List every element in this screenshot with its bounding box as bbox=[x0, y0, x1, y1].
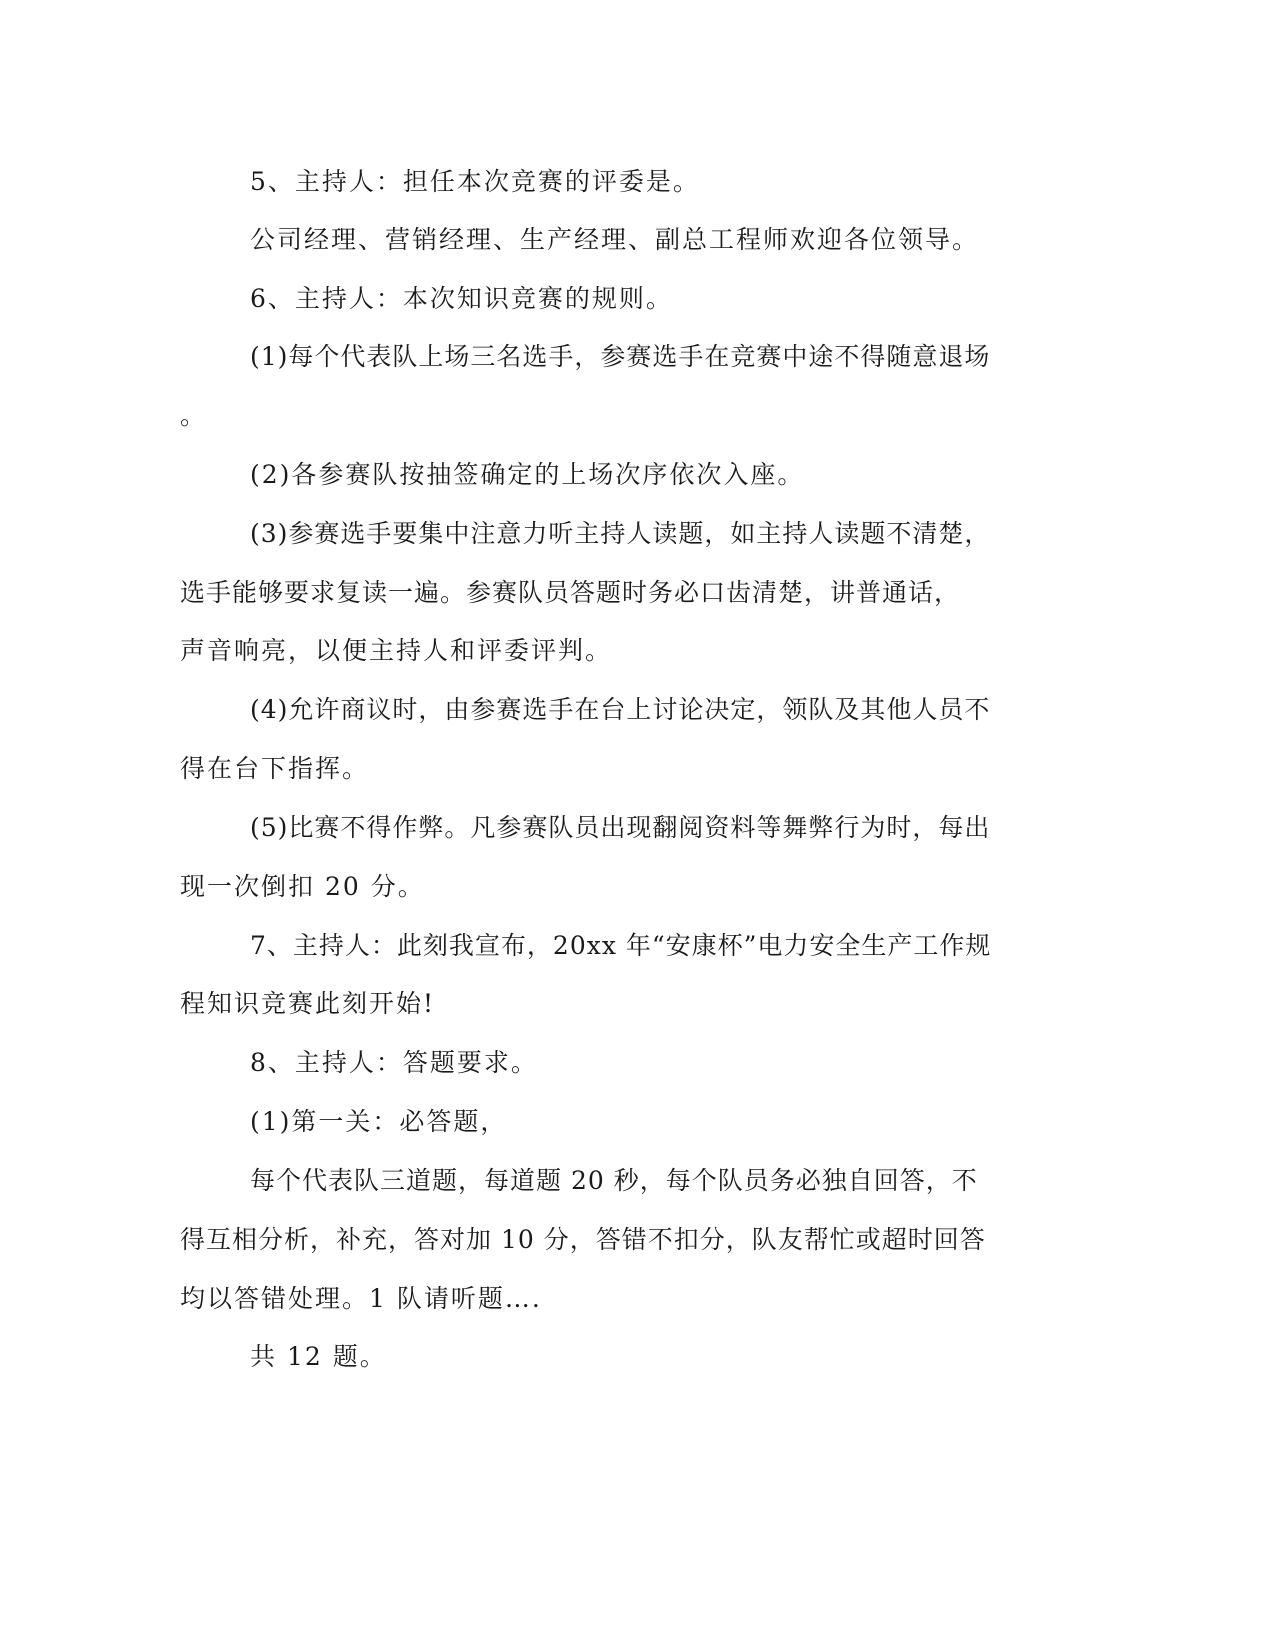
rule-3-line-3: 声音响亮，以便主持人和评委评判。 bbox=[180, 636, 613, 665]
round-1-desc-line-1: 每个代表队三道题，每道题 20 秒，每个队员务必独自回答，不 bbox=[250, 1166, 978, 1195]
round-1-total: 共 12 题。 bbox=[250, 1342, 387, 1371]
round-1-title: (1)第一关：必答题， bbox=[250, 1107, 508, 1136]
rule-3-line-1: (3)参赛选手要集中注意力听主持人读题，如主持人读题不清楚， bbox=[250, 519, 991, 548]
round-1-desc-line-3: 均以答错处理。1 队请听题…. bbox=[180, 1284, 542, 1313]
round-1-desc-line-2: 得互相分析，补充，答对加 10 分，答错不扣分，队友帮忙或超时回答 bbox=[180, 1225, 986, 1254]
paragraph-host-judges: 5、主持人：担任本次竞赛的评委是。 bbox=[250, 167, 700, 196]
rule-5-line-1: (5)比赛不得作弊。凡参赛队员出现翻阅资料等舞弊行为时，每出 bbox=[250, 813, 991, 842]
paragraph-host-announce-line-1: 7、主持人：此刻我宣布，20xx 年“安康杯”电力安全生产工作规 bbox=[250, 931, 992, 960]
rule-4-line-1: (4)允许商议时，由参赛选手在台上讨论决定，领队及其他人员不 bbox=[250, 695, 991, 724]
rule-5-line-2: 现一次倒扣 20 分。 bbox=[180, 872, 425, 901]
rule-4-line-2: 得在台下指挥。 bbox=[180, 754, 370, 783]
paragraph-welcome-leaders: 公司经理、营销经理、生产经理、副总工程师欢迎各位领导。 bbox=[250, 225, 980, 254]
rule-2: (2)各参赛队按抽签确定的上场次序依次入座。 bbox=[250, 460, 805, 489]
rule-3-line-2: 选手能够要求复读一遍。参赛队员答题时务必口齿清楚，讲普通话， bbox=[180, 578, 961, 607]
paragraph-host-rules: 6、主持人：本次知识竞赛的规则。 bbox=[250, 284, 673, 313]
rule-1-line-2: 。 bbox=[180, 401, 208, 430]
paragraph-host-announce-line-2: 程知识竞赛此刻开始! bbox=[180, 989, 436, 1018]
paragraph-answer-requirements: 8、主持人：答题要求。 bbox=[250, 1048, 538, 1077]
rule-1-line-1: (1)每个代表队上场三名选手，参赛选手在竞赛中途不得随意退场 bbox=[250, 342, 991, 371]
